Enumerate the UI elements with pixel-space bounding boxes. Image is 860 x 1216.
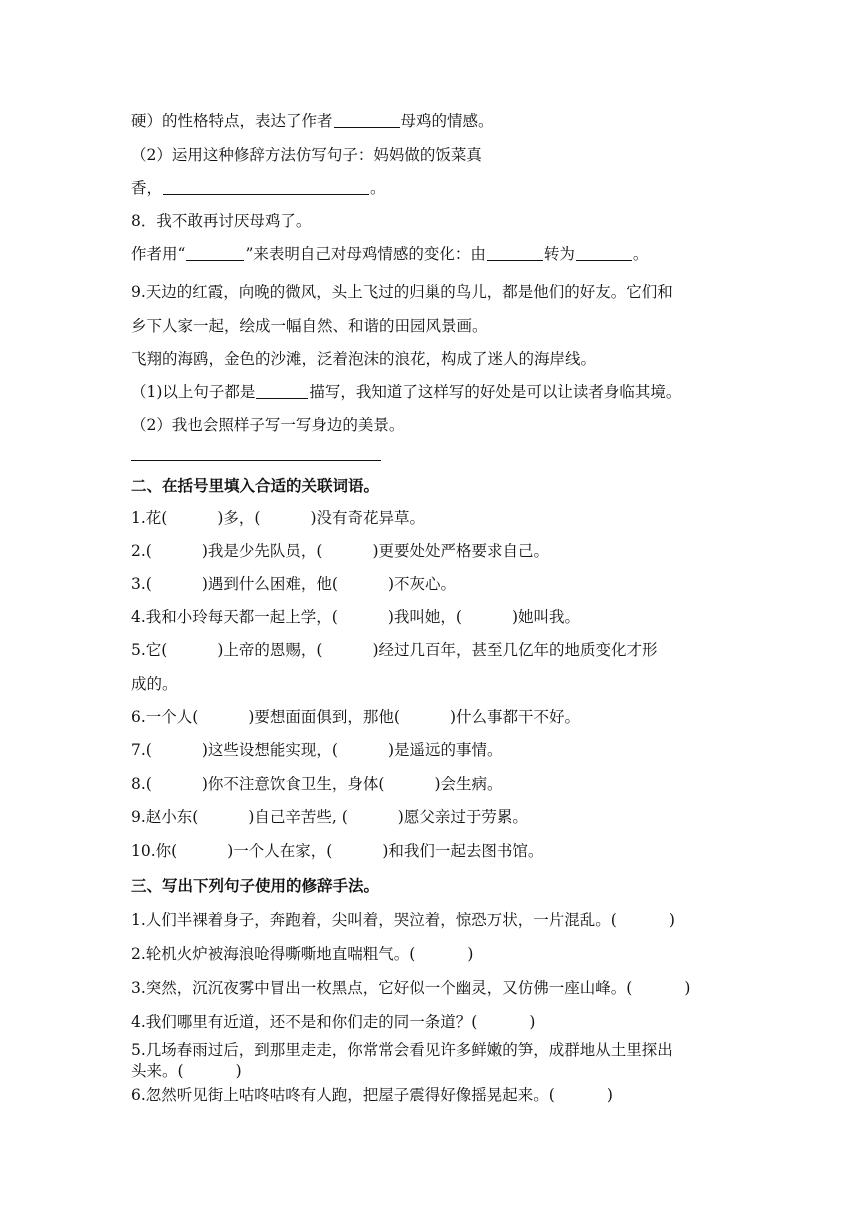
answer-line[interactable] [131, 460, 381, 461]
text-segment: 1.花( [131, 509, 168, 527]
text-line [131, 380, 681, 404]
text-segment: 3.突然，沉沉夜雾中冒出一枚黑点，它好似一个幽灵，又仿佛一座山峰。( [131, 979, 633, 997]
question-line [131, 976, 690, 1000]
text-segment: ) [529, 1013, 536, 1031]
text-segment: 作者用“ [131, 245, 186, 263]
text-segment: 5.它( [131, 641, 168, 659]
question-line [131, 605, 580, 629]
question-line [131, 772, 503, 796]
fill-blank[interactable] [256, 383, 308, 399]
text-segment: 2.轮机火炉被海浪呛得嘶嘶地直喘粗气。( [131, 945, 416, 963]
text-segment: ”来表明自己对母鸡情感的变化：由 [245, 245, 486, 263]
question-line [131, 805, 528, 829]
text-segment: )自己辛苦些, ( [248, 808, 348, 826]
text-segment: )愿父亲过于劳累。 [397, 808, 528, 826]
text-segment: 硬）的性格特点，表达了作者 [131, 112, 333, 130]
text-segment: )会生病。 [434, 775, 503, 793]
text-segment: )更要处处严格要求自己。 [372, 542, 550, 560]
text-segment: 母鸡的情感。 [400, 112, 494, 130]
fill-blank[interactable] [163, 179, 369, 195]
fill-blank[interactable] [487, 245, 543, 261]
text-segment: )一个人在家，( [227, 842, 333, 860]
question-line [131, 738, 503, 762]
text-segment: )你不注意饮食卫生，身体( [201, 775, 385, 793]
text-segment: )这些设想能实现，( [201, 741, 338, 759]
question-line [131, 506, 425, 530]
text-line: （2）我也会照样子写一写身边的美景。 [131, 416, 405, 434]
question-line [131, 638, 658, 662]
text-segment: )不灰心。 [387, 575, 457, 593]
question-line [131, 1083, 613, 1107]
text-segment: ) [668, 911, 675, 929]
text-line [131, 109, 494, 133]
text-line [131, 242, 648, 266]
text-segment: 3.( [131, 575, 152, 593]
text-segment: 8.( [131, 775, 152, 793]
text-segment: 6.忽然听见街上咕咚咕咚有人跑，把屋子震得好像摇晃起来。( [131, 1086, 555, 1104]
text-segment: 。 [370, 179, 386, 197]
question-line [131, 539, 549, 563]
text-segment: （1)以上句子都是 [131, 383, 256, 401]
text-line: （2）运用这种修辞方法仿写句子：妈妈做的饭菜真 [131, 146, 482, 164]
text-segment: )上帝的恩赐，( [217, 641, 323, 659]
question-line [131, 705, 580, 729]
text-segment: 7.( [131, 741, 152, 759]
text-segment: ) [606, 1086, 613, 1104]
question-line [131, 1059, 242, 1083]
text-segment: )要想面面俱到，那他( [248, 708, 400, 726]
text-segment: 4.我和小玲每天都一起上学，( [131, 608, 338, 626]
text-segment: ) [684, 979, 691, 997]
text-line [131, 176, 386, 200]
text-segment: 头来。( [131, 1062, 184, 1080]
text-segment: 转为 [543, 245, 575, 263]
text-segment: )遇到什么困难，他( [201, 575, 338, 593]
question-line [131, 908, 675, 932]
section-heading: 三、写出下列句子使用的修辞手法。 [131, 877, 380, 895]
text-segment: 4.我们哪里有近道，还不是和你们走的同一条道？( [131, 1013, 478, 1031]
text-line: 成的。 [131, 675, 178, 693]
fill-blank[interactable] [576, 245, 632, 261]
text-segment: )我是少先队员，( [201, 542, 323, 560]
text-segment: 。 [632, 245, 649, 263]
text-line: 飞翔的海鸥，金色的沙滩，泛着泡沫的浪花，构成了迷人的海岸线。 [131, 350, 597, 368]
question-line [131, 1010, 535, 1034]
text-line: 乡下人家一起，绘成一幅自然、和谐的田园风景画。 [131, 317, 488, 335]
text-segment: ) [467, 945, 474, 963]
fill-blank[interactable] [186, 245, 244, 261]
text-segment: )什么事都干不好。 [449, 708, 581, 726]
text-segment: ) [235, 1062, 242, 1080]
text-segment: )多，( [217, 509, 261, 527]
text-segment: )没有奇花异草。 [310, 509, 426, 527]
text-segment: )是遥远的事情。 [387, 741, 503, 759]
text-segment: )经过几百年，甚至几亿年的地质变化才形 [372, 641, 658, 659]
fill-blank[interactable] [334, 112, 400, 128]
text-line: 8．我不敢再讨厌母鸡了。 [131, 212, 312, 230]
text-segment: )她叫我。 [511, 608, 581, 626]
text-segment: 10.你( [131, 842, 178, 860]
text-segment: )和我们一起去图书馆。 [382, 842, 544, 860]
text-segment: 1.人们半裸着身子，奔跑着，尖叫着，哭泣着，惊恐万状，一片混乱。( [131, 911, 617, 929]
text-segment: 2.( [131, 542, 152, 560]
text-segment: 香， [131, 179, 163, 197]
text-segment: 9.赵小东( [131, 808, 199, 826]
section-heading: 二、在括号里填入合适的关联词语。 [131, 477, 380, 495]
text-line: 5.几场春雨过后，到那里走走，你常常会看见许多鲜嫩的笋，成群地从土里探出 [131, 1041, 673, 1059]
text-segment: 描写，我知道了这样写的好处是可以让读者身临其境。 [309, 383, 682, 401]
question-line [131, 942, 473, 966]
question-line [131, 572, 456, 596]
text-line: 9.天边的红霞，向晚的微风，头上飞过的归巢的鸟儿，都是他们的好友。它们和 [131, 283, 673, 301]
text-segment: )我叫她，( [387, 608, 462, 626]
text-segment: 6.一个人( [131, 708, 199, 726]
question-line [131, 839, 543, 863]
